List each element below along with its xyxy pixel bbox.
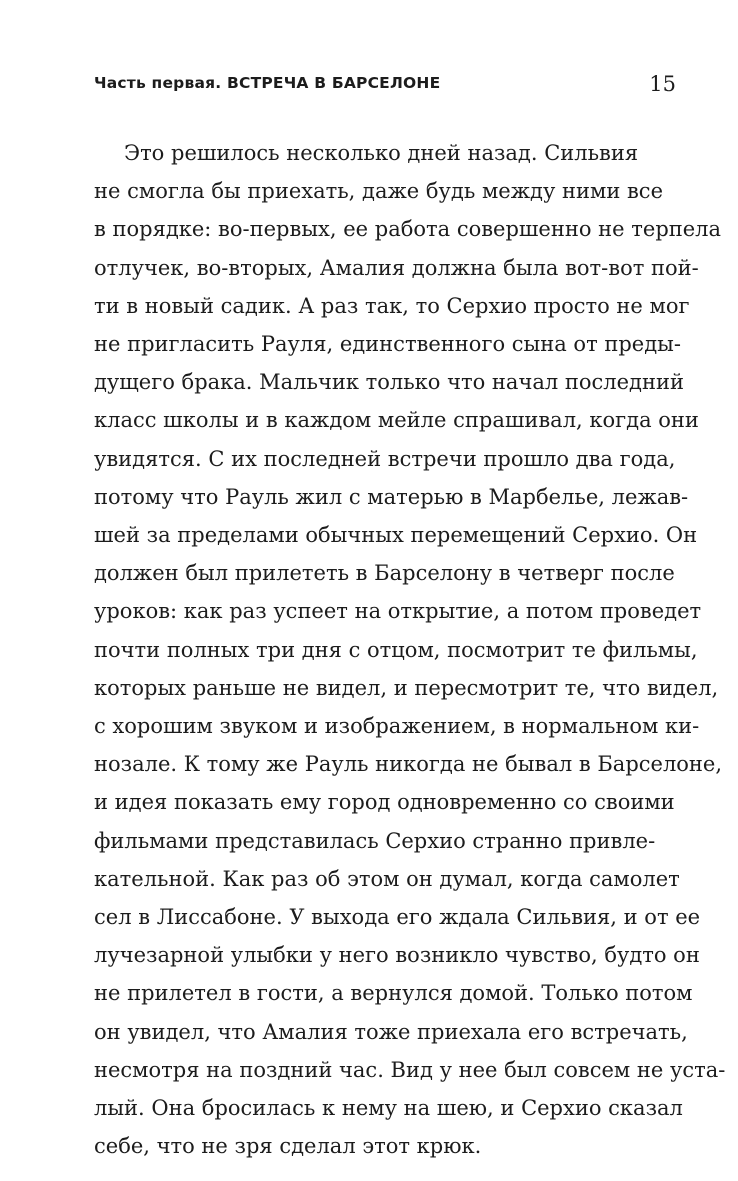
text-line: не пригласить Рауля, единственного сына от преды- [94,332,681,357]
running-head [94,74,440,92]
text-line: фильмами представилась Серхио странно привле- [94,828,656,853]
text-line: Это решилось несколько дней назад. Сильвия [124,141,639,165]
text-line: которых раньше не видел, и пересмотрит те, что видел, [94,675,719,700]
text-line: почти полных три дня с отцом, посмотрит те фильмы, [94,637,698,662]
body-paragraph [94,134,726,1165]
text-line: увидятся. С их последней встречи прошло два года, [94,446,676,471]
text-line: не прилетел в гости, а вернулся домой. Только потом [94,981,693,1006]
text-line: с хорошим звуком и изображением, в нормальном ки- [94,714,700,739]
text-line: отлучек, во-вторых, Амалия должна была вот-вот пой- [94,255,699,280]
text-line: несмотря на поздний час. Вид у нее был совсем не уста- [94,1057,726,1082]
part-label: Часть первая. [94,74,222,92]
text-line: дущего брака. Мальчик только что начал последний [94,370,684,395]
text-line: нозале. К тому же Рауль никогда не бывал в Барселоне, [94,752,723,777]
text-line: шей за пределами обычных перемещений Серхио. Он [94,523,698,548]
text-line: себе, что не зря сделал этот крюк. [94,1134,482,1159]
text-line: сел в Лиссабоне. У выхода его ждала Сильвия, и от ее [94,905,701,930]
chapter-title: ВСТРЕЧА В БАРСЕЛОНЕ [227,74,441,92]
text-line: должен был прилететь в Барселону в четверг после [94,561,675,586]
text-line: лучезарной улыбки у него возникло чувство, будто он [94,943,700,968]
text-line: потому что Рауль жил с матерью в Марбелье, лежав- [94,484,689,509]
text-line: кательной. Как раз об этом он думал, когда самолет [94,866,680,891]
text-line: класс школы и в каждом мейле спрашивал, когда они [94,408,699,433]
text-line: лый. Она бросилась к нему на шею, и Серхио сказал [94,1096,683,1121]
page-number: 15 [649,72,676,96]
text-line: не смогла бы приехать, даже будь между ними все [94,179,663,204]
text-line: он увидел, что Амалия тоже приехала его встречать, [94,1019,688,1044]
text-line: ти в новый садик. А раз так, то Серхио просто не мог [94,293,690,318]
text-line: и идея показать ему город одновременно со своими [94,790,675,815]
text-line: уроков: как раз успеет на открытие, а потом проведет [94,599,702,624]
text-line: в порядке: во-первых, ее работа совершенно не терпела [94,217,722,242]
